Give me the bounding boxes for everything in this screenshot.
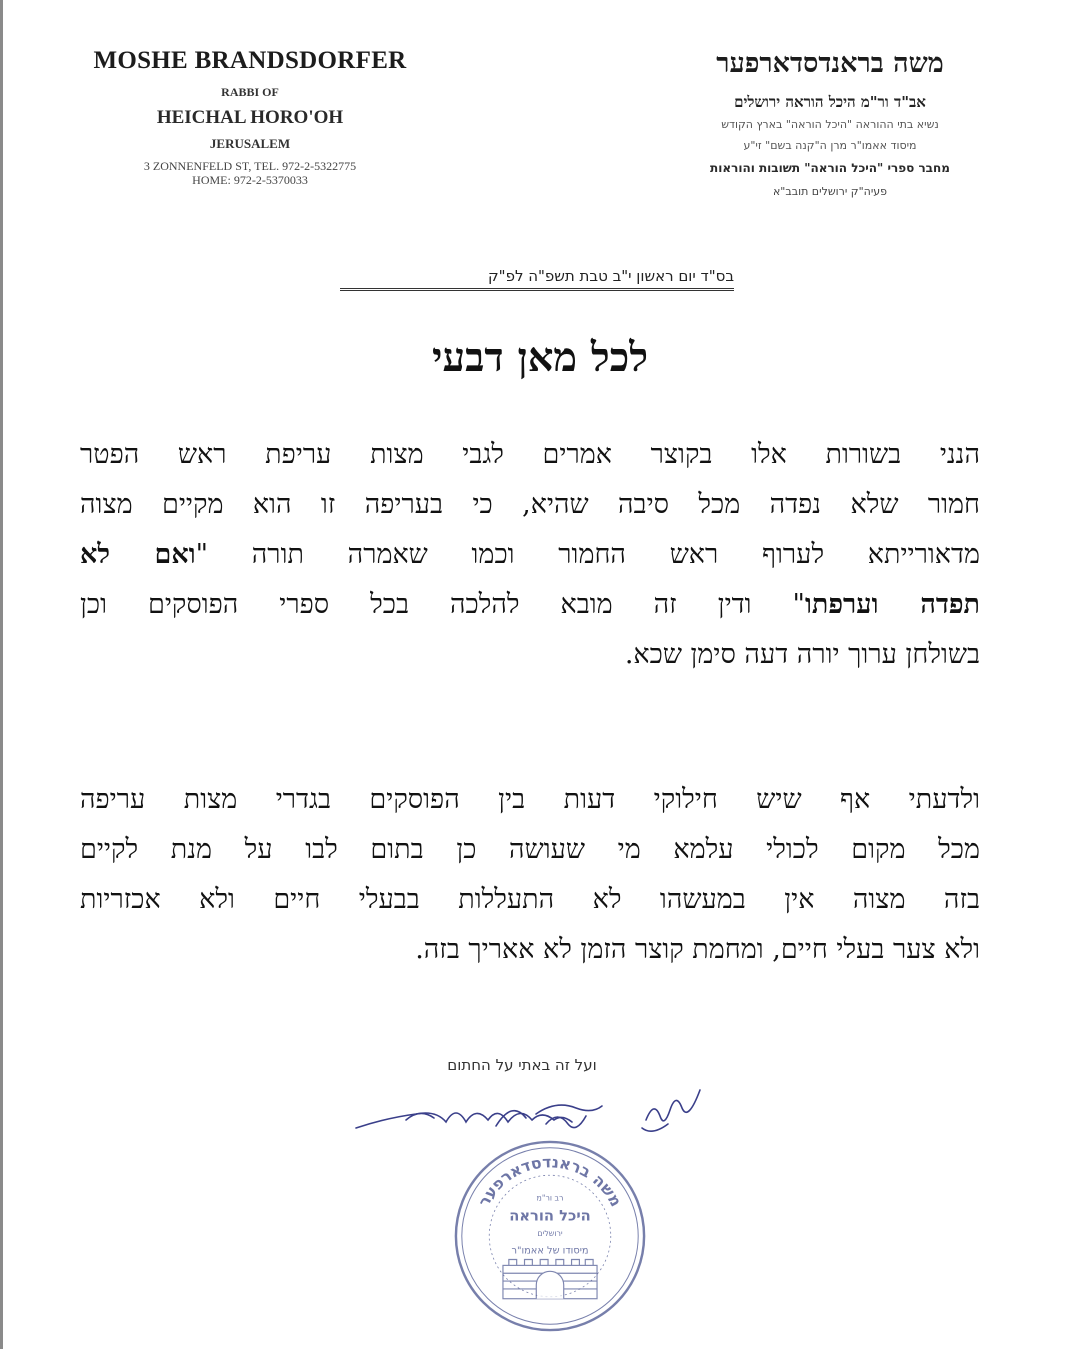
rabbinical-stamp <box>452 1138 648 1334</box>
body-line: מדאורייתא לערוף ראש החמור וכמו שאמרה תורה "ואם לא <box>80 539 981 570</box>
body-paragraph-2 <box>80 775 980 975</box>
home-phone-english: HOME: 972-2-5370033 <box>192 173 308 187</box>
rabbi-name-hebrew: משה בראנדסדארפער <box>716 48 944 79</box>
letterhead-hebrew-line2: נשיא בתי ההוראה "היכל הוראה" בארץ הקודש <box>721 118 939 131</box>
letter-title: לכל מאן דבעי <box>431 334 649 381</box>
stamp-outer-text: משה בראנדסדארפער <box>474 1152 626 1210</box>
institution-name-english: HEICHAL HORO'OH <box>156 107 344 128</box>
date-line: בס"ד יום ראשון י"ב טבת תשפ"ה לפ"ק <box>340 266 734 291</box>
letterhead-hebrew <box>640 44 1020 204</box>
body-line: הנני בשורות אלו בקוצר אמרים לגבי מצות עריפת ראש הפטר <box>80 439 980 470</box>
body-line: מכל מקום לכולי עלמא מי שעושה כן בתום לבו על מנת לקיים <box>80 834 980 865</box>
bold-quote: ואם לא <box>80 539 196 570</box>
stamp-line3: ירושלים <box>537 1229 563 1238</box>
body-line: בזה מצוה אין במעשהו לא התעללות בבעלי חיים ולא אכזריות <box>80 884 980 915</box>
letterhead-english <box>60 44 440 187</box>
body-paragraph-1 <box>80 430 980 680</box>
letterhead-hebrew-line4: מחבר ספרי "היכל הוראה" תשובות והוראות <box>710 161 950 175</box>
closing-line: ועל זה באתי על החתום <box>447 1056 597 1074</box>
stamp-line4: מיסודו של אאמו"ר <box>511 1245 589 1257</box>
letterhead-hebrew-line5: פעיה"ק ירושלים תובב"א <box>772 185 888 198</box>
page-edge <box>0 0 3 1349</box>
body-line: תפדה וערפתו" ודין זה מובא להלכה בכל ספרי הפוסקים וכן <box>80 589 980 620</box>
rabbi-name-english: MOSHE BRANDSDORFER <box>93 47 407 74</box>
body-line: ולא צער בעלי חיים, ומחמת קוצר הזמן לא אאריך בזה. <box>415 934 980 965</box>
letterhead-hebrew-line3: מיסוד אאמו"ר מרן ה"קנה בשם" זי"ע <box>743 139 917 152</box>
stamp-line1: רב ור"מ <box>536 1193 564 1203</box>
stamp-wall-gate-icon <box>503 1260 597 1299</box>
address-english: 3 ZONNENFELD ST, TEL. 972-2-5322775 <box>143 159 357 173</box>
stamp-line2: היכל הוראה <box>509 1207 591 1225</box>
city-english: JERUSALEM <box>209 136 291 151</box>
rabbi-of-label: RABBI OF <box>221 85 279 99</box>
body-line: בשולחן ערוך יורה דעה סימן שכא. <box>624 639 980 670</box>
body-line: חמור שלא נפדה מכל סיבה שהיא, כי בעריפה זו הוא מקיים מצוה <box>80 489 980 520</box>
bold-quote: תפדה וערפתו <box>804 589 980 620</box>
body-line: ולדעתי אף שיש חילוקי דעות בין הפוסקים בגדרי מצות עריפה <box>80 784 980 815</box>
letterhead-hebrew-line1: אב"ד ור"מ היכל הוראה ירושלים <box>734 93 926 111</box>
